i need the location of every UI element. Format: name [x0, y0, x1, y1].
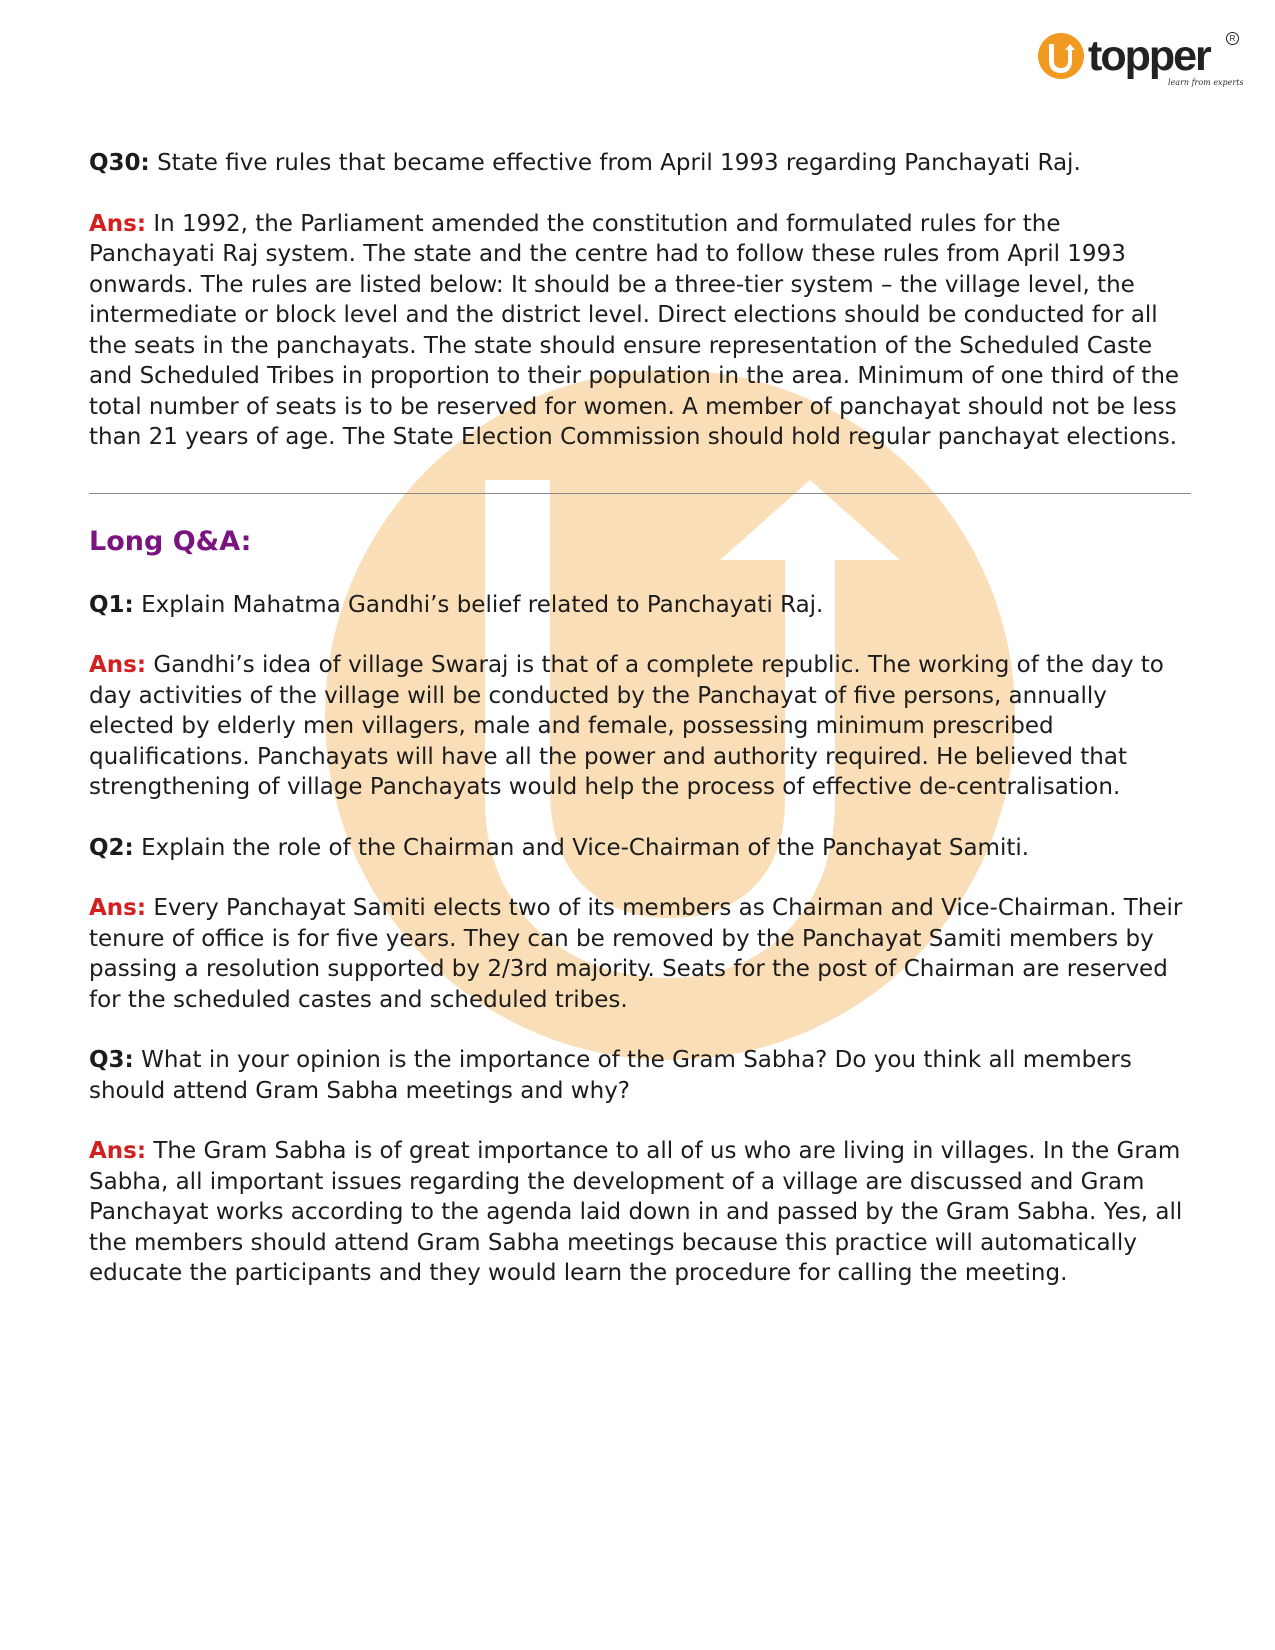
answer-label: Ans:: [89, 652, 147, 678]
question-label: Q30:: [89, 150, 150, 176]
question-q30: [89, 148, 1191, 179]
answer-text: Every Panchayat Samiti elects two of its members as Chairman and Vice-Chairman. Their tenure of office is for five years. They can be removed by the Panchayat Samiti members by passing a resolution supported by 2/3rd majority. Seats for the post of Chairman are reserved for the scheduled castes and scheduled tribes.: [89, 895, 1183, 1013]
question-q2: [89, 833, 1191, 864]
answer-q30: [89, 209, 1191, 453]
question-label: Q3:: [89, 1047, 134, 1073]
registered-mark: R: [1226, 32, 1239, 45]
topper-logo: [1038, 30, 1244, 92]
answer-text: The Gram Sabha is of great importance to all of us who are living in villages. In the Gram Sabha, all important issues regarding the development of a village are discussed and Gram Panchayat works according to the agenda laid down in and passed by the Gram Sabha. Yes, all the members should attend Gram Sabha meetings because this practice will automatically educate the participants and they would learn the procedure for calling the meeting.: [89, 1138, 1183, 1286]
answer-label: Ans:: [89, 210, 147, 237]
answer-q3: [89, 1136, 1191, 1289]
answer-label: Ans:: [89, 1138, 147, 1164]
question-label: Q2:: [89, 834, 134, 861]
document-content: [89, 148, 1191, 1289]
answer-q2: [89, 893, 1191, 1015]
answer-text: In 1992, the Parliament amended the constitution and formulated rules for the Panchayati Raj system. The state and the centre had to follow these rules from April 1993 onwards. The rules are listed below: It should be a three-tier system – the village level, the intermediate or block level and the district level. Direct elections should be conducted for all the seats in the panchayats. The state should ensure representation of the Scheduled Caste and Scheduled Tribes in proportion to their population in the area. Minimum of one third of the total number of seats is to be reserved for women. A member of panchayat should not be less than 21 years of age. The State Election Commission should hold regular panchayat elections.: [89, 210, 1180, 450]
question-label: Q1:: [89, 591, 134, 618]
question-text: Explain Mahatma Gandhi’s belief related to Panchayati Raj.: [141, 591, 824, 618]
answer-text: Gandhi’s idea of village Swaraj is that of a complete republic. The working of the day to day activities of the village will be conducted by the Panchayat of five persons, annually elected by elderly men villagers, male and female, possessing minimum prescribed qualifications. Panchayats will have all the power and authority required. He believed that strengthening of village Panchayats would help the process of effective de-centralisation.: [89, 652, 1164, 800]
question-q3: [89, 1045, 1191, 1106]
section-divider: [89, 493, 1191, 494]
section-title-long-qa: Long Q&A:: [89, 525, 252, 557]
question-q1: [89, 590, 1191, 621]
question-text: Explain the role of the Chairman and Vice-Chairman of the Panchayat Samiti.: [141, 834, 1030, 861]
question-text: What in your opinion is the importance of the Gram Sabha? Do you think all members should attend Gram Sabha meetings and why?: [89, 1047, 1132, 1104]
topper-logo-wordmark: topper: [1088, 32, 1210, 80]
question-text: State five rules that became effective from April 1993 regarding Panchayati Raj.: [157, 150, 1081, 176]
answer-q1: [89, 650, 1191, 803]
topper-logo-icon: [1038, 33, 1084, 79]
answer-label: Ans:: [89, 895, 147, 921]
topper-logo-tagline: learn from experts: [1168, 78, 1244, 87]
